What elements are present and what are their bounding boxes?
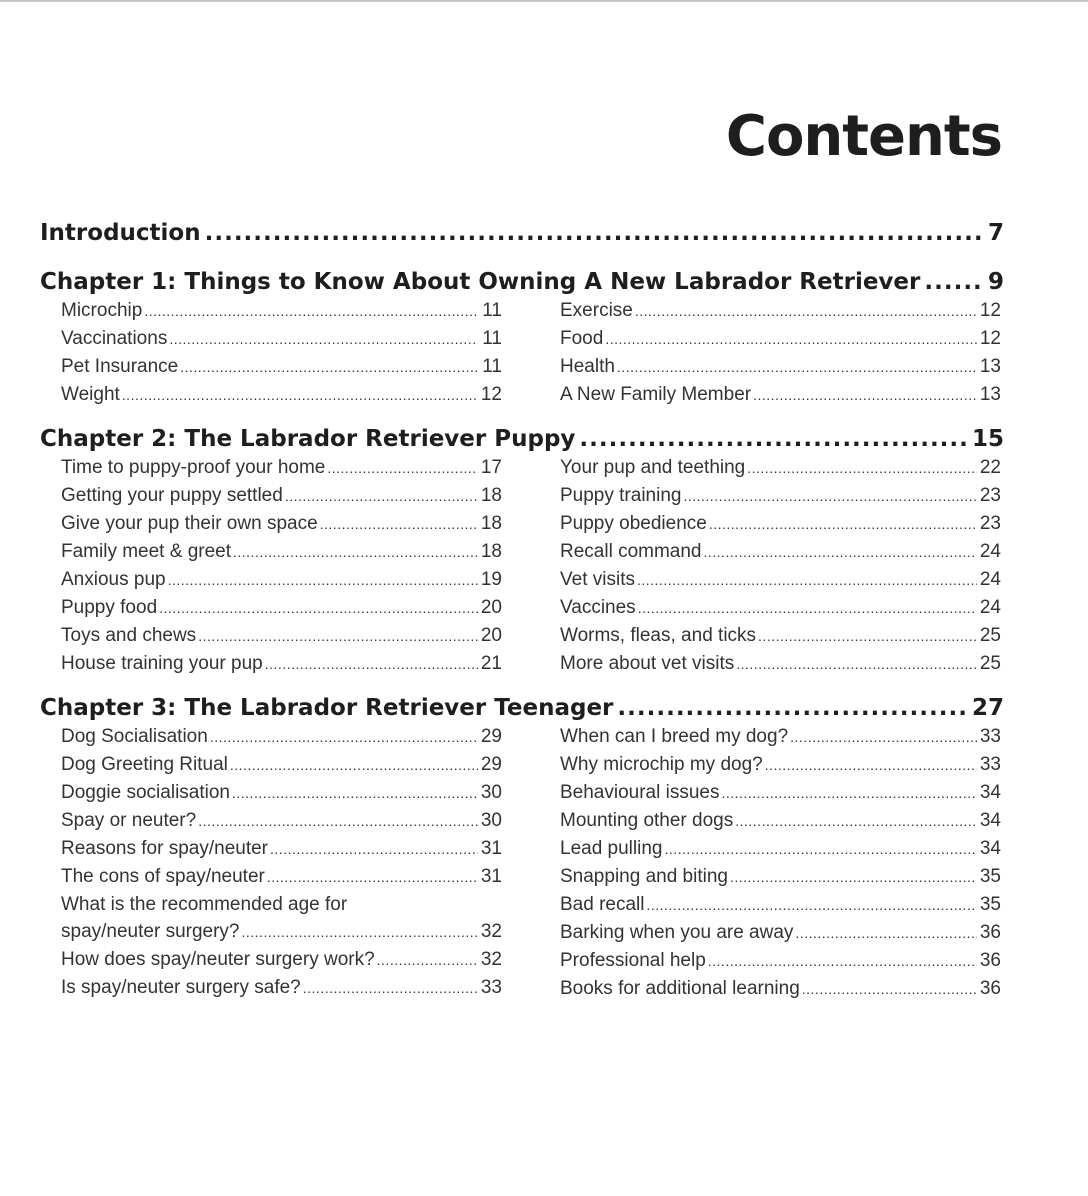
left-column [61,454,502,678]
leader-dots [242,918,479,946]
toc-entry[interactable] [61,297,502,325]
entry-page: 33 [979,726,1001,747]
toc-entry[interactable] [560,947,1001,975]
entry-label: Weight [61,384,120,405]
entry-label: Puppy training [560,485,682,506]
entry-page: 33 [480,977,502,998]
toc-entry[interactable] [560,622,1001,650]
entry-page: 18 [480,513,502,534]
entry-label: Dog Socialisation [61,726,208,747]
toc-entry[interactable] [61,510,502,538]
leader-dots [159,594,478,622]
entry-page: 12 [979,300,1001,321]
entry-page: 35 [979,866,1001,887]
toc-entry[interactable] [560,863,1001,891]
entry-page: 18 [480,541,502,562]
entry-page: 18 [480,485,502,506]
entry-page: 24 [979,569,1001,590]
toc-entry[interactable] [560,510,1001,538]
chapter-1-sections [40,297,1004,409]
entry-label: Microchip [61,300,143,321]
entry-label: Pet Insurance [61,356,179,377]
entry-page: 36 [979,978,1001,999]
entry-label: Barking when you are away [560,922,794,943]
toc-entry[interactable] [61,650,502,678]
entry-label: Puppy food [61,597,158,618]
page-title: Contents [725,104,1002,169]
toc-entry[interactable] [61,946,502,974]
entry-page: 25 [979,625,1001,646]
entry-label: How does spay/neuter surgery work? [61,949,375,970]
entry-label: Books for additional learning [560,978,800,999]
entry-label: Vaccines [560,597,636,618]
leader-dots [709,510,977,538]
toc-entry[interactable] [61,482,502,510]
entry-label: Exercise [560,300,633,321]
toc-entry[interactable] [560,566,1001,594]
entry-page: 20 [480,625,502,646]
entry-label: Mounting other dogs [560,810,734,831]
entry-page: 33 [979,754,1001,775]
entry-label: Professional help [560,950,706,971]
leader-dots [708,947,977,975]
entry-page: 34 [979,810,1001,831]
entry-page: 35 [979,894,1001,915]
leader-dots [267,863,478,891]
entry-label: What is the recommended age for [61,894,348,915]
leader-dots [230,751,478,779]
entry-page: 32 [480,921,502,942]
entry-page: 13 [979,356,1001,377]
entry-label: Is spay/neuter surgery safe? [61,977,301,998]
toc-entry[interactable] [560,891,1001,919]
entry-label: When can I breed my dog? [560,726,789,747]
leader-dots [765,751,977,779]
leader-dots [198,622,478,650]
entry-label: Puppy obedience [560,513,707,534]
entry-page: 13 [979,384,1001,405]
entry-label: Give your pup their own space [61,513,318,534]
leader-dots [232,779,478,807]
chapter-2-sections [40,454,1004,678]
chapter-label: Chapter 3: The Labrador Retriever Teenager [40,695,614,721]
leader-dots [795,919,977,947]
toc-entry[interactable] [560,807,1001,835]
leader-dots [180,353,478,381]
entry-label: Anxious pup [61,569,166,590]
leader-dots [736,650,977,678]
leader-dots [320,510,478,538]
toc-chapter-3[interactable] [40,695,1004,721]
entry-page: 36 [979,950,1001,971]
page-scan-edge [0,0,1088,2]
leader-dots [579,426,968,452]
toc-entry[interactable] [560,835,1001,863]
entry-label: Vaccinations [61,328,168,349]
entry-label: Bad recall [560,894,645,915]
toc-entry[interactable] [61,807,502,835]
leader-dots [758,622,977,650]
toc-entry[interactable] [560,454,1001,482]
leader-dots [233,538,478,566]
toc-entry[interactable] [560,779,1001,807]
entry-label: Recall command [560,541,702,562]
entry-label: More about vet visits [560,653,735,674]
chapter-page: 27 [971,695,1004,721]
entry-label: Time to puppy-proof your home [61,457,326,478]
leader-dots [205,220,984,246]
entry-label: Worms, fleas, and ticks [560,625,757,646]
left-column [61,723,502,1003]
toc-entry[interactable] [560,325,1001,353]
toc-entry[interactable] [61,381,502,409]
toc-entry-wrapped-line[interactable] [61,891,502,918]
leader-dots [605,325,977,353]
toc-entry[interactable] [560,594,1001,622]
leader-dots [802,975,977,1003]
entry-page: 21 [480,653,502,674]
entry-page: 34 [979,838,1001,859]
entry-label: Doggie socialisation [61,782,230,803]
toc-entry[interactable] [560,751,1001,779]
entry-label: Why microchip my dog? [560,754,763,775]
entry-page: 11 [482,300,502,321]
entry-label: Spay or neuter? [61,810,197,831]
entry-page: 23 [979,513,1001,534]
entry-page: 30 [480,782,502,803]
leader-dots [265,650,478,678]
toc-entry[interactable] [61,974,502,1002]
entry-page: 24 [979,541,1001,562]
entry-page: 23 [979,485,1001,506]
toc-chapter-2[interactable] [40,426,1004,452]
entry-page: 22 [979,457,1001,478]
toc-entry[interactable] [61,454,502,482]
toc-entry[interactable] [560,650,1001,678]
entry-page: 31 [480,866,502,887]
toc-entry[interactable] [560,482,1001,510]
leader-dots [790,723,977,751]
toc-chapter-1[interactable] [40,269,1004,295]
toc-entry[interactable] [61,325,502,353]
toc-introduction[interactable] [40,220,1004,246]
chapter-label: Chapter 2: The Labrador Retriever Puppy [40,426,576,452]
toc-entry[interactable] [560,723,1001,751]
chapter-3-sections [40,723,1004,1003]
entry-page: 32 [480,949,502,970]
toc-entry[interactable] [61,918,502,946]
toc-entry[interactable] [560,297,1001,325]
right-column [560,454,1001,678]
entry-label: Getting your puppy settled [61,485,283,506]
entry-page: 29 [480,754,502,775]
chapter-label: Chapter 1: Things to Know About Owning A New Labrador Retriever [40,269,921,295]
leader-dots [637,566,977,594]
entry-page: 12 [979,328,1001,349]
entry-label: Reasons for spay/neuter [61,838,269,859]
toc-entry[interactable] [560,919,1001,947]
leader-dots [721,779,977,807]
entry-page: 11 [482,356,502,377]
entry-label: Behavioural issues [560,782,720,803]
entry-page: 36 [979,922,1001,943]
entry-label: Vet visits [560,569,635,590]
leader-dots [144,297,478,325]
entry-page: 34 [979,782,1001,803]
toc-introduction-page: 7 [987,220,1004,246]
toc-entry[interactable] [560,538,1001,566]
leader-dots [638,594,977,622]
entry-label: Lead pulling [560,838,663,859]
toc-entry[interactable] [61,779,502,807]
toc-entry[interactable] [560,381,1001,409]
entry-label: Dog Greeting Ritual [61,754,228,775]
chapter-page: 9 [987,269,1004,295]
leader-dots [647,891,978,919]
leader-dots [730,863,977,891]
entry-label: Toys and chews [61,625,197,646]
entry-page: 25 [979,653,1001,674]
leader-dots [747,454,977,482]
toc-entry[interactable] [560,353,1001,381]
entry-label: A New Family Member [560,384,752,405]
toc-entry[interactable] [61,835,502,863]
toc-entry[interactable] [61,723,502,751]
right-column [560,723,1001,1003]
entry-label: Health [560,356,615,377]
leader-dots [683,482,977,510]
entry-page: 29 [480,726,502,747]
leader-dots [198,807,478,835]
leader-dots [169,325,478,353]
entry-page: 11 [482,328,502,349]
leader-dots [704,538,978,566]
entry-page: 17 [480,457,502,478]
entry-page: 19 [480,569,502,590]
toc-entry[interactable] [560,975,1001,1003]
leader-dots [635,297,977,325]
toc-entry[interactable] [61,594,502,622]
table-of-contents [40,220,1004,1003]
toc-entry[interactable] [61,863,502,891]
toc-introduction-label: Introduction [40,220,201,246]
chapter-page: 15 [971,426,1004,452]
leader-dots [753,381,977,409]
toc-entry[interactable] [61,566,502,594]
entry-page: 31 [480,838,502,859]
leader-dots [327,454,478,482]
leader-dots [168,566,478,594]
leader-dots [210,723,478,751]
leader-dots [617,353,977,381]
left-column [61,297,502,409]
entry-label: House training your pup [61,653,263,674]
toc-entry[interactable] [61,353,502,381]
leader-dots [735,807,977,835]
leader-dots [617,695,968,721]
entry-label: Food [560,328,604,349]
entry-page: 24 [979,597,1001,618]
toc-entry[interactable] [61,538,502,566]
toc-entry[interactable] [61,751,502,779]
entry-label: spay/neuter surgery? [61,921,240,942]
entry-page: 30 [480,810,502,831]
leader-dots [664,835,977,863]
leader-dots [285,482,478,510]
right-column [560,297,1001,409]
entry-label: The cons of spay/neuter [61,866,265,887]
entry-label: Family meet & greet [61,541,231,562]
leader-dots [270,835,478,863]
entry-page: 20 [480,597,502,618]
leader-dots [303,974,478,1002]
entry-page: 12 [480,384,502,405]
toc-entry[interactable] [61,622,502,650]
leader-dots [924,269,984,295]
leader-dots [122,381,478,409]
leader-dots [377,946,478,974]
entry-label: Your pup and teething [560,457,746,478]
entry-label: Snapping and biting [560,866,728,887]
